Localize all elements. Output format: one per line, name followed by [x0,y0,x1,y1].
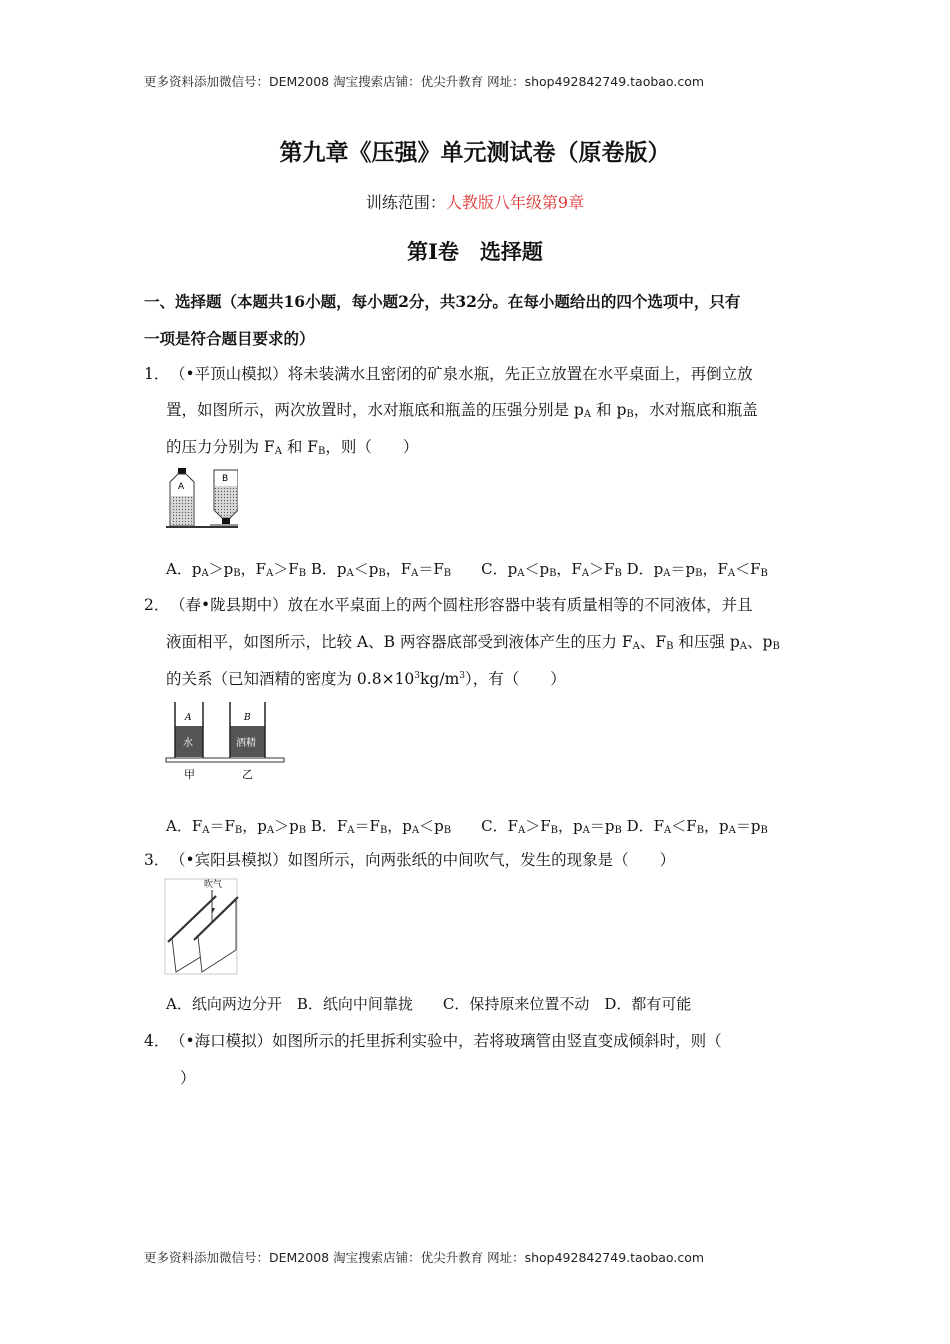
q2-fig-yi: 乙 [242,768,253,781]
q2-containers-figure [164,700,286,782]
page-header: 更多资料添加微信号：DEM2008 淘宝搜索店铺：优尖升教育 网址：shop492842749.taobao.com [144,74,705,89]
q2-number: 2． [144,596,170,614]
q3-options: A．纸向两边分开 B．纸向中间靠拢 C．保持原来位置不动 D．都有可能 [166,995,692,1013]
page-footer: 更多资料添加微信号：DEM2008 淘宝搜索店铺：优尖升教育 网址：shop492842749.taobao.com [144,1250,705,1265]
q2-fig-alcohol: 酒精 [236,738,256,749]
volume-title: 第Ⅰ卷 选择题 [407,239,543,264]
page-title: 第九章《压强》单元测试卷（原卷版） [279,139,671,166]
q4-line1: （•海口模拟）如图所示的托里拆利实验中，若将玻璃管由竖直变成倾斜时，则（ [170,1032,722,1050]
q4-number: 4． [144,1032,170,1050]
q2-line1: （春•陇县期中）放在水平桌面上的两个圆柱形容器中装有质量相等的不同液体，并且 [170,596,753,614]
q1-fig-label-a: A [178,482,185,492]
q3-fig-label: 吹气 [204,880,223,890]
q1-line1: （•平顶山模拟）将未装满水且密闭的矿泉水瓶，先正立放置在水平桌面上，再倒立放 [170,365,753,383]
q2-options: A．$F_A=F_B$，$p_A>p_B$ B．$F_A=F_B$，$p_A<p_B$ C．$F_A>F_B$，$p_A=p_B$ D．$F_A<F_B$，$p_A=p_B$ [166,817,768,836]
q1-number: 1． [144,365,170,383]
section-heading-line2: 一项是符合题目要求的） [144,329,315,348]
scope-value: 人教版八年级第9章 [445,193,585,212]
q2-fig-water: 水 [183,738,193,749]
q3-number: 3． [144,851,170,869]
scope-label: 训练范围： [365,193,446,212]
q4-line2: ） [180,1069,196,1087]
q2-fig-label-a: A [185,713,192,723]
q3-line1: （•宾阳县模拟）如图所示，向两张纸的中间吹气，发生的现象是（ ） [170,851,676,869]
q1-fig-label-b: B [222,474,229,484]
q2-fig-jia: 甲 [184,768,195,781]
q1-line3: 的压力分别为 $F_A$ 和 $F_B$，则（ ） [166,438,419,457]
section-heading-line1: 一、选择题（本题共16小题，每小题2分，共32分。在每小题给出的四个选项中，只有 [144,292,741,311]
q2-line2: 液面相平，如图所示，比较 A、B 两容器底部受到液体产生的压力 $F_A$、$F_B$ 和压强 $p_A$、$p_B$ [166,633,780,652]
q1-bottles-figure [166,466,238,530]
q1-line2: 置，如图所示，两次放置时，水对瓶底和瓶盖的压强分别是 $p_A$ 和 $p_B$，水对瓶底和瓶盖 [166,401,758,420]
q2-fig-label-b: B [244,713,251,723]
q3-paper-figure [164,876,240,976]
q1-options: A．$p_A>p_B$，$F_A>F_B$ B．$p_A<p_B$，$F_A=F_B$ C．$p_A<p_B$，$F_A>F_B$ D．$p_A=p_B$，$F_A<F_B$ [166,560,768,579]
training-scope [0,190,950,213]
q2-line3: 的关系（已知酒精的密度为 $0.8\times 10^3kg/m^3$），有（ ） [166,670,566,688]
